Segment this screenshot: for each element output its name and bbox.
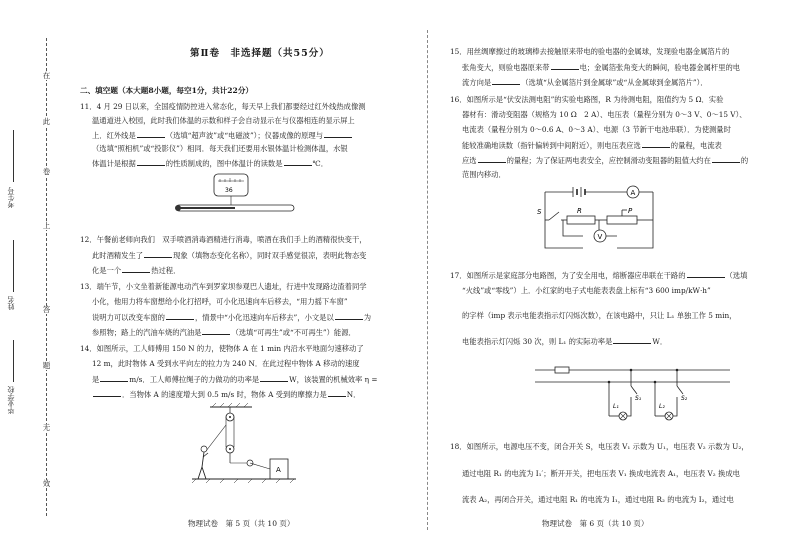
- answer-blank[interactable]: [492, 78, 520, 85]
- answer-blank[interactable]: [100, 375, 128, 382]
- answer-blank[interactable]: [144, 251, 172, 258]
- q14-text: ．当物体 A 的速度增大到 0.5 m/s 时，物体 A 受到的摩擦力是: [122, 390, 327, 399]
- q16-text: 能较准确地读数（指针偏转到中间附近）: [462, 141, 590, 150]
- worker-head: [201, 446, 207, 452]
- q15-text: 流方向是: [462, 78, 492, 87]
- circuit-voltammetry: [535, 180, 665, 260]
- footer-page-5: 物理试卷 第 5 页（共 10 页）: [188, 519, 295, 528]
- q11-line: 温通道进入校园，此时我们体温的示数和样子会自动显示在与仪器相连的显示屏上: [92, 116, 355, 125]
- switch-s-label: S: [537, 208, 542, 216]
- answer-blank[interactable]: [324, 131, 352, 138]
- footer-page-6: 物理试卷 第 6 页（共 10 页）: [542, 519, 649, 528]
- q15-text: 张角变大，则验电器原来带: [462, 63, 550, 72]
- slider-p-label: P: [628, 207, 633, 215]
- answer-blank[interactable]: [687, 271, 725, 278]
- q14-line: 12 m，此时物体 A 受到水平向左的拉力为 240 N．在此过程中物体 A 移动的速度: [92, 359, 360, 368]
- field-school: 毕业学校: [7, 386, 15, 414]
- q14-text: W，该装置的机械效率 η =: [289, 375, 378, 384]
- q14-text: N．: [346, 390, 361, 399]
- q16-line: 范围内移动．: [462, 170, 506, 179]
- q11-text: ℃．: [312, 159, 328, 168]
- q18-line: 通过电阻 R₁ 的电流为 I₁′；断开开关，把电压表 V₁ 换成电流表 A₁，电压表 V₂ 换成电: [462, 469, 740, 478]
- q11-line: （选填“照相机”或“投影仪”）相同．每天我们还要用水银体温计检测体温，水银: [92, 144, 348, 153]
- q16-line: [462, 141, 722, 149]
- lamp-l1-label: L₁: [613, 403, 619, 410]
- answer-blank[interactable]: [551, 63, 579, 70]
- q17-text: （选填: [725, 271, 748, 280]
- right-page: [450, 0, 780, 560]
- household-circuit: [535, 362, 735, 424]
- q17-line: “火线”或“零线”）上．小红家的电子式电能表表盘上标有“3 600 imp/kW·h”: [462, 286, 711, 295]
- voltmeter-label: V: [597, 233, 603, 241]
- q16-text: ，则电压表应选: [589, 141, 641, 150]
- resistor-r-label: R: [577, 207, 582, 215]
- q11-text: 体温计是根据: [92, 159, 136, 168]
- q16-text: 的量程，电流表: [670, 141, 722, 150]
- binding-margin: [0, 0, 60, 560]
- lamp-l2-label: L₂: [659, 403, 665, 410]
- q13-text: 为: [363, 313, 372, 322]
- q14-text: 是: [92, 375, 100, 384]
- q12-line: [92, 266, 180, 274]
- answer-blank[interactable]: [284, 159, 312, 166]
- answer-blank[interactable]: [137, 159, 165, 166]
- q14-text: m/s．工人师傅拉绳子的力做功的功率是: [129, 375, 260, 384]
- section-title: 第Ⅱ卷 非选择题（共55分）: [190, 48, 330, 59]
- q13-text: 参照物；路上的汽油车烧的汽油是: [92, 328, 202, 337]
- answer-blank[interactable]: [166, 313, 194, 320]
- q17-text: 17．如图所示是家庭部分电路图，为了安全用电，熔断器应串联在干路的: [450, 271, 686, 280]
- q13-text: 说明力可以改变车窗的: [92, 313, 165, 322]
- q15-line: [462, 63, 740, 71]
- q13-text: （选填“可再生”或“不可再生”）能源．: [231, 328, 356, 337]
- q13-line: 小化，他用力将车窗想给小化打招呼，可小化迅速向车后移去，“用力摇下车窗”: [92, 297, 348, 306]
- q11-text: 的性质制成的，图中体温计的读数是: [165, 159, 283, 168]
- field-line: [13, 340, 14, 382]
- q11-text: 上．红外线是: [92, 131, 136, 140]
- q16-line: 电流表（量程分别为 0～0.6 A、0～3 A）、电源（3 节新干电池串联）．为使测量时: [462, 125, 731, 134]
- answer-blank[interactable]: [335, 313, 363, 320]
- lamp-l1-icon: [619, 412, 627, 420]
- q12-line: 12．午餐前老师向我们 双手喷酒消毒酒精进行消毒，喷酒在我们手上的酒精很快变干，: [80, 235, 367, 244]
- q16-line: 16．如图所示是“伏安法测电阻”的实验电路图，R 为待测电阻，阻值约为 5 Ω．实验: [450, 95, 724, 104]
- thermometer-reading: 36: [225, 187, 233, 194]
- q15-line: [462, 78, 708, 86]
- q13-line: 13．端午节，小文坐着新能源电动汽车到罗家坝参观巴人遗址，行进中发现路边渣着同学: [80, 282, 367, 291]
- q16-line: 器材有：滑动变阻器（规格为 10 Ω 2 A）、电压表（量程分别为 0～3 V、0～15 V）、: [462, 110, 747, 119]
- answer-blank[interactable]: [122, 266, 150, 273]
- ammeter-label: A: [630, 189, 636, 197]
- seal-char: 效: [42, 479, 51, 488]
- q15-line: 15．用丝绸摩擦过的玻璃棒去接触原来带电的验电器的金属球，发现验电器金属箔片的: [450, 47, 730, 56]
- q14-line: [92, 390, 360, 398]
- part-heading: 二、填空题（本大题8小题，每空1分，共计22分）: [80, 86, 254, 95]
- q12-text: 化是一个: [92, 266, 122, 275]
- q12-text: 热过程．: [151, 266, 181, 275]
- thermometer-figure: [170, 172, 300, 220]
- q15-text: （选填“从金属箔片到金属球”或“从金属球到金属箔片”）．: [521, 78, 708, 87]
- q18-line: 18．如图所示，电源电压不变，闭合开关 S，电压表 V₁ 示数为 U₁，电压表 V₂ 示数为 U₂，: [450, 442, 749, 451]
- q14-line: 14．如图所示，工人师傅用 150 N 的力，使物体 A 在 1 min 内沿水平地面匀速移动了: [80, 344, 364, 353]
- q16-text: 应选: [462, 156, 477, 165]
- answer-blank[interactable]: [613, 337, 651, 344]
- answer-blank[interactable]: [478, 156, 506, 163]
- answer-blank[interactable]: [202, 328, 230, 335]
- q13-line: [92, 328, 356, 336]
- q18-line: 流表 A₂，再闭合开关，通过电阻 R₁ 的电流为 I₁，通过电阻 R₂ 的电流为 I₂，通过电: [462, 495, 734, 504]
- seal-char: 答: [42, 305, 51, 314]
- page-fold-line: [427, 30, 428, 530]
- seal-char: 题: [42, 361, 51, 370]
- field-name: 姓名: [7, 296, 15, 310]
- q16-line: [462, 156, 748, 164]
- q16-text: 的量程；为了保证两电表安全，应控制滑动变阻器的阻值大约在: [506, 156, 711, 165]
- field-line: [13, 240, 14, 292]
- seal-char: 在: [42, 71, 51, 80]
- q11-line: 11．4 月 29 日以来，全国疫情防控进入常态化，每天早上我们都要经过红外线热成像测: [80, 102, 366, 111]
- answer-blank[interactable]: [642, 141, 670, 148]
- seal-char: 上: [42, 221, 51, 230]
- worker-body: [202, 452, 204, 467]
- seal-dash-line: [46, 38, 47, 516]
- q13-line: [92, 313, 371, 321]
- seal-char: 无: [42, 423, 51, 432]
- field-student-number: 考生号: [7, 187, 15, 208]
- switch-s2-label: S₂: [681, 395, 688, 402]
- q15-text: 电；金属箔张角变大的瞬间，验电器金属杆里的电: [579, 63, 741, 72]
- answer-blank[interactable]: [328, 390, 346, 397]
- pulley-figure: [190, 403, 300, 485]
- answer-blank[interactable]: [137, 131, 165, 138]
- block-a-label: A: [276, 466, 281, 474]
- answer-blank[interactable]: [712, 156, 740, 163]
- q17-text: W．: [652, 337, 668, 346]
- answer-blank[interactable]: [93, 390, 121, 397]
- q14-line: [92, 375, 377, 383]
- q17-line: [462, 337, 667, 345]
- q17-line: [450, 271, 747, 279]
- q17-text: 电能表指示灯闪烁 30 次，则 L₁ 的实际功率是: [462, 337, 613, 346]
- q11-text: （选填“超声波”或“电磁波”）；仪器成像的原理与: [165, 131, 323, 140]
- answer-blank[interactable]: [260, 375, 288, 382]
- q17-line: 的字样（imp 表示电能表指示灯闪烁次数），在该电路中，只让 L₁ 单独工作 5 min，: [462, 311, 737, 320]
- seal-char: 卷: [42, 167, 51, 176]
- left-page: [70, 0, 410, 560]
- q11-line: [92, 131, 353, 139]
- q12-text: 现象（填物态变化名称），同时双手感觉很凉，表明此物态变: [173, 251, 367, 260]
- seal-char: 此: [42, 117, 51, 126]
- q11-line: [92, 159, 328, 167]
- q12-text: 此时酒精发生了: [92, 251, 144, 260]
- q13-text: ，情景中“小化迅速向车后移去”，小文是以: [194, 313, 334, 322]
- q16-text: 的: [740, 156, 749, 165]
- switch-s1-label: S₁: [635, 395, 642, 402]
- q12-line: [92, 251, 366, 259]
- lamp-l2-icon: [665, 412, 673, 420]
- field-line: [13, 130, 14, 182]
